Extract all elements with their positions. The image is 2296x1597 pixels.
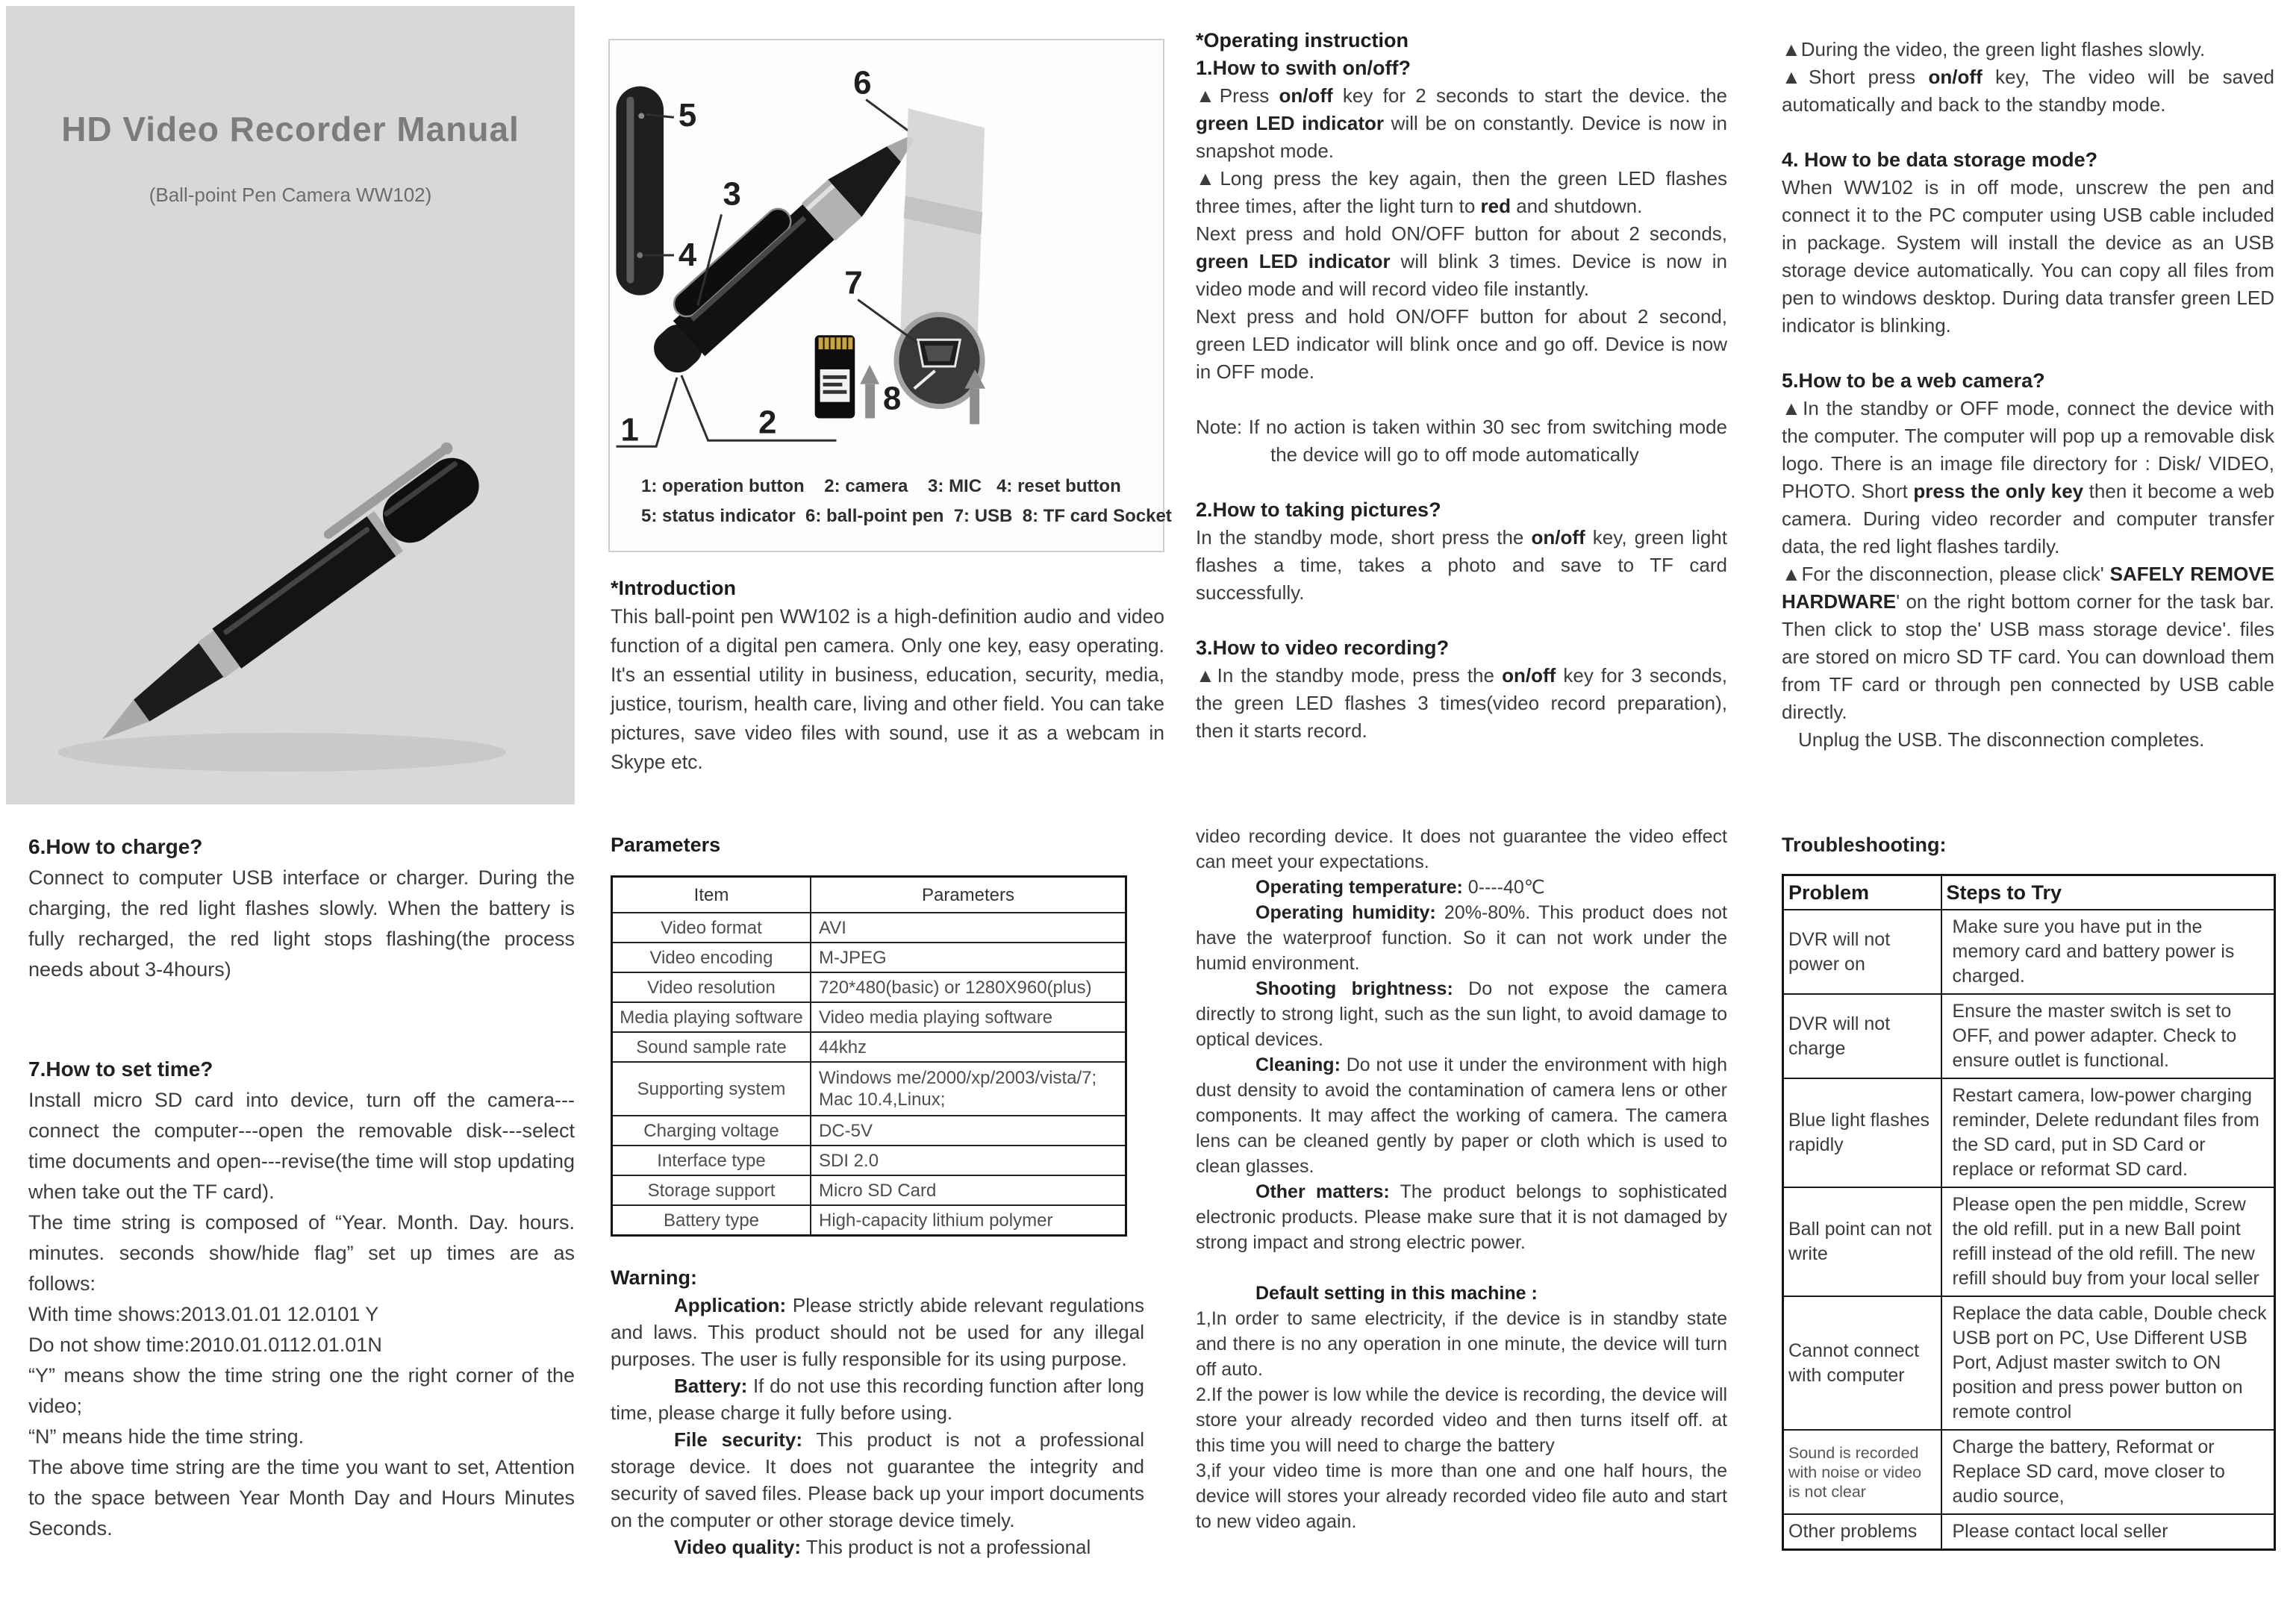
section-5-p2: ▲For the disconnection, please click' SAFELY REMOVE HARDWARE' on the right bottom corner for the task bar. Then click to stop the' USB mass storage device'. files are stored on micro SD TF card. You can download them from TF card or through pen connected by USB cable directly. xyxy=(1782,563,2274,723)
page-subtitle: (Ball-point Pen Camera WW102) xyxy=(149,184,432,206)
section-6-body: Connect to computer USB interface or charger. During the charging, the red light flashes slowly. When the battery is fully recharged, the red light stops flashing(the process needs about 3-4hours) xyxy=(28,866,575,981)
time-example-2: Do not show time:2010.01.0112.01.01N xyxy=(28,1334,382,1356)
pen-usb-end-illustration xyxy=(896,108,985,406)
pen-photo xyxy=(6,394,575,804)
param-item: Video format xyxy=(612,913,811,943)
legend-line-1: 1: operation button 2: camera 3: MIC 4: reset button xyxy=(641,476,1121,496)
steps-header: Steps to Try xyxy=(1941,875,2275,910)
param-value: High-capacity lithium polymer xyxy=(811,1205,1126,1236)
param-item: Video resolution xyxy=(612,972,811,1002)
troubleshooting-heading: Troubleshooting: xyxy=(1782,834,1947,856)
table-row xyxy=(612,1032,1126,1062)
param-item: Media playing software xyxy=(612,1002,811,1032)
table-row xyxy=(1783,1187,2275,1296)
section-5-title: 5.How to be a web camera? xyxy=(1782,369,2045,392)
video-quality-continued: video recording device. It does not guarantee the video effect can meet your expectations. xyxy=(1196,826,1727,872)
warning-application: Application: Please strictly abide relevant regulations and laws. This product should not be used for any illegal purposes. The user is fully responsible for its using purpose. xyxy=(611,1294,1144,1370)
section-5-p1: ▲In the standby or OFF mode, connect the device with the computer. The computer will pop up a removable disk logo. There is an image file directory for : Disk/ VIDEO, PHOTO. Short press the only key then it become a web camera. During video recorder and computer transfer data, the red light flashes tardily. xyxy=(1782,397,2274,557)
table-header-row xyxy=(1783,875,2275,910)
troubleshooting-column xyxy=(1782,831,2276,1551)
introduction-section xyxy=(611,575,1164,777)
section-3-p1: ▲In the standby mode, press the on/off key for 3 seconds, the green LED flashes 3 times(video record preparation), then it starts record. xyxy=(1196,664,1727,742)
micro-sd-card-illustration xyxy=(815,335,855,418)
default-setting-2: 2.If the power is low while the device is recording, the device will store your already recorded video and then turns itself off. at this time you will need to charge the battery xyxy=(1196,1384,1727,1456)
steps-cell: Make sure you have put in the memory card and battery power is charged. xyxy=(1941,910,2275,994)
table-row xyxy=(1783,1296,2275,1430)
time-rule-y: “Y” means show the time string one the right corner of the video; xyxy=(28,1364,575,1417)
section-1-note: Note: If no action is taken within 30 sec from switching mode the device will go to off mode automatically xyxy=(1196,416,1727,466)
parameters-column xyxy=(611,831,1144,1560)
video-note-1: ▲During the video, the green light flashes slowly. xyxy=(1782,38,2206,60)
table-row xyxy=(612,1146,1126,1175)
section-1-p4: Next press and hold ON/OFF button for about 2 second, green LED indicator will blink once and go off. Device is now in OFF mode. xyxy=(1196,305,1727,383)
steps-cell: Ensure the master switch is set to OFF, and power adapter. Check to ensure outlet is functional. xyxy=(1941,994,2275,1078)
legend-line-2: 5: status indicator 6: ball-point pen 7: USB 8: TF card Socket xyxy=(641,506,1172,526)
callout-3: 3 xyxy=(723,175,741,213)
instructions-column-2 xyxy=(1782,36,2274,754)
param-item: Sound sample rate xyxy=(612,1032,811,1062)
table-row xyxy=(612,1002,1126,1032)
other-matters: Other matters: The product belongs to sophisticated electronic products. Please make sure that it is not damaged by strong impact and strong electric power. xyxy=(1196,1181,1728,1253)
param-value: Windows me/2000/xp/2003/vista/7; Mac 10.4,Linux; xyxy=(811,1062,1126,1116)
parts-diagram xyxy=(610,40,1163,472)
shooting-brightness: Shooting brightness: Do not expose the camera directly to strong light, such as the sun light, to avoid damage to optical devices. xyxy=(1196,978,1727,1050)
section-1-p3: Next press and hold ON/OFF button for about 2 seconds, green LED indicator will blink 3 times. Device is now in video mode and will record video file instantly. xyxy=(1196,222,1727,300)
steps-cell: Replace the data cable, Double check USB port on PC, Use Different USB Port, Adjust master switch to ON position and press power button on remote control xyxy=(1941,1296,2275,1430)
table-row xyxy=(612,1205,1126,1236)
troubleshooting-table xyxy=(1782,874,2276,1551)
param-item: Video encoding xyxy=(612,943,811,972)
time-note: The above time string are the time you want to set, Attention to the space between Year Month Day and Hours Minutes Seconds. xyxy=(28,1456,575,1540)
param-value: M-JPEG xyxy=(811,943,1126,972)
operating-instruction-column xyxy=(1196,27,1727,745)
param-item: Interface type xyxy=(612,1146,811,1175)
param-value: SDI 2.0 xyxy=(811,1146,1126,1175)
parameters-header: Parameters xyxy=(811,877,1126,913)
problem-cell: Blue light flashes rapidly xyxy=(1783,1078,1941,1187)
section-5-p3: Unplug the USB. The disconnection completes. xyxy=(1798,728,2205,751)
table-row xyxy=(612,1116,1126,1146)
steps-cell: Please contact local seller xyxy=(1941,1514,2275,1550)
section-2-title: 2.How to taking pictures? xyxy=(1196,499,1441,521)
param-value: DC-5V xyxy=(811,1116,1126,1146)
default-setting-1: 1,In order to same electricity, if the device is in standby state and there is no any operation in one minute, the device will turn off auto. xyxy=(1196,1308,1727,1380)
warning-battery: Battery: If do not use this recording function after long time, please charge it fully before using. xyxy=(611,1375,1144,1424)
cleaning: Cleaning: Do not use it under the environment with high dust density to avoid the contamination of camera lens or other components. It may affect the working of camera. The camera lens can be cleaned gently by paper or cloth which is used to clean glasses. xyxy=(1196,1054,1727,1177)
table-row xyxy=(1783,910,2275,994)
table-row xyxy=(1783,1514,2275,1550)
introduction-body: This ball-point pen WW102 is a high-definition audio and video function of a digital pen camera. Only one key, easy operating. It's an essential utility in business, education, security, media, justice, tourism, health care, living and other field. You can take pictures, save video files with sound, use it as a webcam in Skype etc. xyxy=(611,605,1164,773)
steps-cell: Charge the battery, Reformat or Replace SD card, move closer to audio source, xyxy=(1941,1430,2275,1514)
time-rule-n: “N” means hide the time string. xyxy=(28,1425,305,1448)
charge-and-time-column xyxy=(28,831,575,1544)
parameters-table xyxy=(611,875,1127,1237)
problem-cell: Sound is recorded with noise or video is not clear xyxy=(1783,1430,1941,1514)
param-item: Supporting system xyxy=(612,1062,811,1116)
operating-humidity: Operating humidity: 20%-80%. This product does not have the waterproof function. So it can not work under the humid environment. xyxy=(1196,902,1728,974)
video-note-2: ▲Short press on/off key, The video will be saved automatically and back to the standby mode. xyxy=(1782,66,2274,116)
section-1-p1: ▲Press on/off key for 2 seconds to start the device. the green LED indicator will be on constantly. Device is now in snapshot mode. xyxy=(1196,84,1727,162)
notes-column xyxy=(1196,824,1727,1534)
problem-cell: DVR will not power on xyxy=(1783,910,1941,994)
section-6-title: 6.How to charge? xyxy=(28,835,203,858)
default-setting-3: 3,if your video time is more than one and one half hours, the device will stores your already recorded video file auto and start to new video again. xyxy=(1196,1460,1727,1532)
problem-header: Problem xyxy=(1783,875,1941,910)
default-setting-heading: Default setting in this machine : xyxy=(1255,1283,1538,1304)
item-header: Item xyxy=(612,877,811,913)
param-value: AVI xyxy=(811,913,1126,943)
steps-cell: Restart camera, low-power charging reminder, Delete redundant files from the SD card, put in SD Card or replace or reformat SD card. xyxy=(1941,1078,2275,1187)
section-1-p2: ▲Long press the key again, then the green LED flashes three times, after the light turn to red and shutdown. xyxy=(1196,167,1727,217)
param-value: 44khz xyxy=(811,1032,1126,1062)
param-item: Storage support xyxy=(612,1175,811,1205)
section-7-p1: Install micro SD card into device, turn off the camera---connect the computer---open the removable disk---select time documents and open---revise(the time will stop updating when take out the TF card). xyxy=(28,1089,575,1203)
page-title: HD Video Recorder Manual xyxy=(61,110,520,149)
section-3-title: 3.How to video recording? xyxy=(1196,637,1450,659)
warning-file-security: File security: This product is not a professional storage device. It does not guarantee the integrity and security of saved files. Please back up your import documents on the computer or other storage device timely. xyxy=(611,1428,1144,1531)
problem-cell: Other problems xyxy=(1783,1514,1941,1550)
operating-temperature: Operating temperature: 0----40℃ xyxy=(1255,877,1545,898)
param-item: Battery type xyxy=(612,1205,811,1236)
callout-1: 1 xyxy=(620,411,639,449)
section-4-p1: When WW102 is in off mode, unscrew the pen and connect it to the PC computer using USB cable included in package. System will install the device as an USB storage device automatically. You can copy all files from pen to windows desktop. During data transfer green LED indicator is blinking. xyxy=(1782,176,2274,337)
section-2-p1: In the standby mode, short press the on/off key, green light flashes a time, takes a photo and save to TF card successfully. xyxy=(1196,526,1727,604)
table-row xyxy=(612,972,1126,1002)
pen-body xyxy=(80,438,489,760)
problem-cell: Ball point can not write xyxy=(1783,1187,1941,1296)
param-value: 720*480(basic) or 1280X960(plus) xyxy=(811,972,1126,1002)
section-4-title: 4. How to be data storage mode? xyxy=(1782,149,2098,171)
section-1-title: 1.How to swith on/off? xyxy=(1196,57,1411,79)
section-7-p2: The time string is composed of “Year. Month. Day. hours. minutes. seconds show/hide flag” set up times are as follows: xyxy=(28,1211,575,1295)
table-row xyxy=(612,1175,1126,1205)
table-row xyxy=(1783,1430,2275,1514)
table-row xyxy=(612,943,1126,972)
problem-cell: DVR will not charge xyxy=(1783,994,1941,1078)
table-row xyxy=(612,913,1126,943)
section-7-title: 7.How to set time? xyxy=(28,1057,213,1081)
steps-cell: Please open the pen middle, Screw the old refill. put in a new Ball point refill instead of the old refill. The new refill should buy from your local seller xyxy=(1941,1187,2275,1296)
table-header-row xyxy=(612,877,1126,913)
param-item: Charging voltage xyxy=(612,1116,811,1146)
param-value: Micro SD Card xyxy=(811,1175,1126,1205)
pen-cap-illustration xyxy=(617,87,664,296)
table-row xyxy=(1783,994,2275,1078)
callout-8: 8 xyxy=(883,380,902,417)
callout-5: 5 xyxy=(678,97,697,134)
warning-video-quality: Video quality: This product is not a professional xyxy=(674,1536,1091,1558)
table-row xyxy=(612,1062,1126,1116)
callout-7: 7 xyxy=(844,264,863,301)
introduction-heading: *Introduction xyxy=(611,577,736,599)
parts-diagram-box xyxy=(608,39,1172,552)
pen-shadow xyxy=(58,733,506,772)
table-row xyxy=(1783,1078,2275,1187)
param-value: Video media playing software xyxy=(811,1002,1126,1032)
problem-cell: Cannot connect with computer xyxy=(1783,1296,1941,1430)
cover-panel xyxy=(6,6,575,804)
warning-heading: Warning: xyxy=(611,1266,697,1289)
callout-2: 2 xyxy=(758,404,777,441)
operating-heading: *Operating instruction xyxy=(1196,29,1409,51)
callout-6: 6 xyxy=(853,64,872,101)
insert-arrow-sd xyxy=(860,365,879,419)
callout-4: 4 xyxy=(678,236,697,273)
parameters-heading: Parameters xyxy=(611,834,721,856)
leader-6 xyxy=(866,99,908,131)
time-example-1: With time shows:2013.01.01 12.0101 Y xyxy=(28,1303,379,1325)
